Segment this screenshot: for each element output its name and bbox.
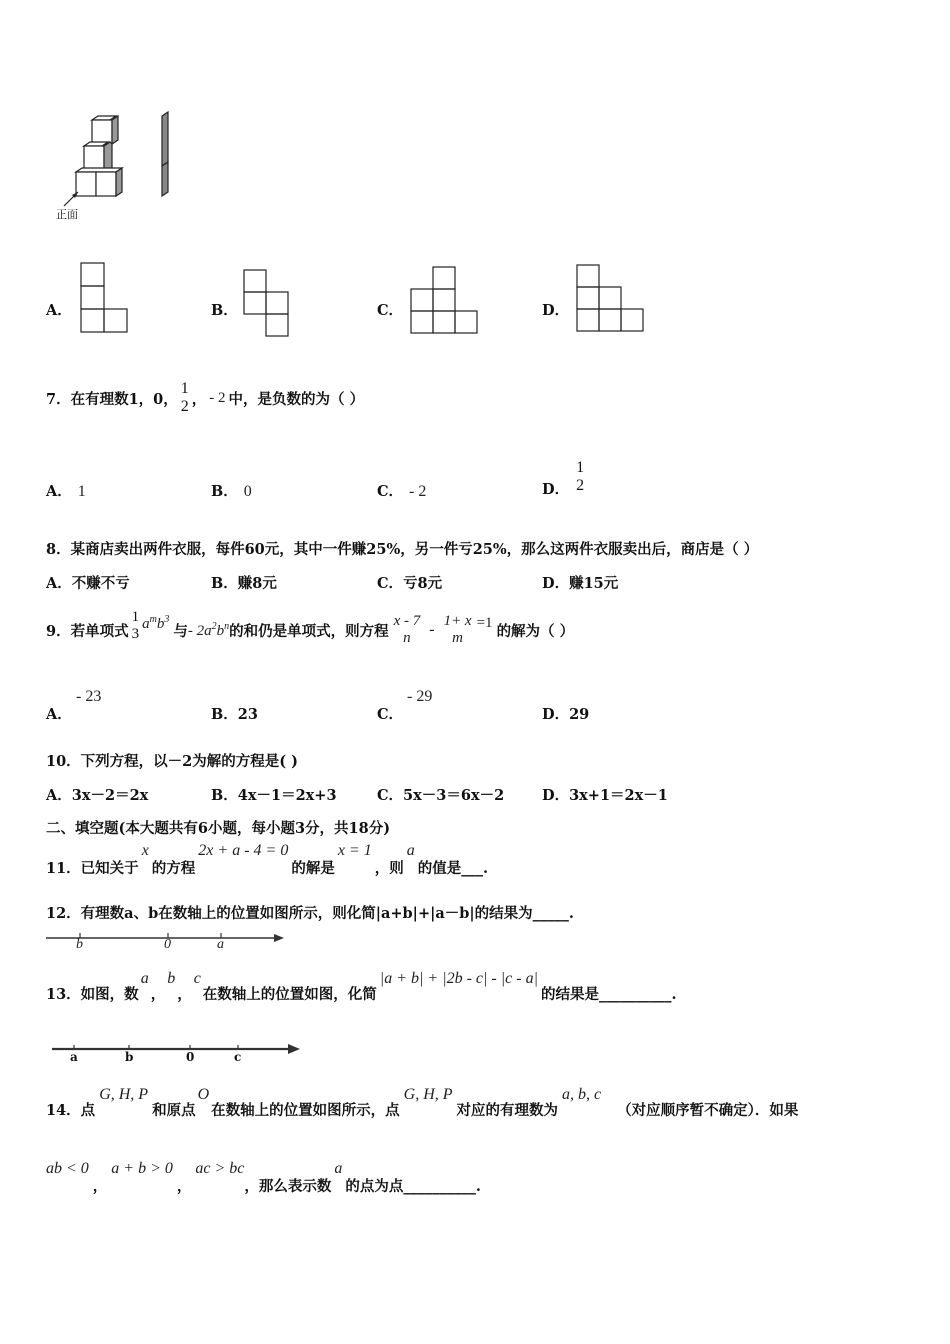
q6-option-a-label: A．	[46, 302, 72, 319]
q7-neg2: - 2	[209, 389, 226, 406]
q6-option-d-label: D．	[542, 302, 570, 319]
q10-option-c: C．5x－3＝6x－2	[377, 787, 505, 804]
q9-option-d: D．29	[542, 706, 590, 723]
q6-option-b-label: B．	[211, 302, 238, 319]
q13-stem: 13．如图，数 a ， b ， c 在数轴上的位置如图，化简 |a + b| + |2b - c| - |c - a| 的结果是__________.	[46, 970, 677, 1003]
q13-number-line	[52, 1043, 302, 1055]
q11-stem: 11．已知关于 x 的方程 2x + a - 4 = 0 的解是 x = 1 ，则 a 的值是___.	[46, 842, 489, 877]
q8-option-d: D．赚15元	[542, 575, 619, 592]
q6-option-c-figure	[410, 266, 482, 336]
q13-axis-a: a	[70, 1050, 78, 1064]
q13-axis-b: b	[125, 1050, 134, 1064]
q14-stem-line2: ab < 0 ， a + b > 0 ， ac > bc ，那么表示数 a 的点为点__________.	[46, 1160, 481, 1195]
q7-number: 7．	[46, 390, 71, 408]
q12-stem: 12．有理数a、b在数轴上的位置如图所示，则化简|a+b|+|a－b|的结果为_____.	[46, 905, 574, 922]
q7-option-c: C． - 2	[377, 483, 427, 500]
q6-option-b-figure	[243, 269, 293, 339]
section-title: 二、填空题(本大题共有6小题，每小题3分，共18分)	[46, 820, 391, 837]
q13-axis-0: 0	[186, 1050, 195, 1064]
q10-option-a: A．3x－2＝2x	[46, 787, 149, 804]
q8-option-c: C．亏8元	[377, 575, 443, 592]
q9-stem: 9．若单项式 1 3 $a^mb^3$ 与 - $2a^2b^n$ 的和仍是单项式，则方程 x - 7 n - 1+ x m =1 的解为（ ）	[46, 609, 575, 646]
q9-option-b: B．23	[211, 706, 258, 723]
q7-option-a: A． 1	[46, 483, 86, 500]
q14-stem-line1: 14．点 G, H, P 和原点 O 在数轴上的位置如图所示，点 G, H, P 对应的有理数为 a, b, c （对应顺序暂不确定）．如果	[46, 1086, 799, 1119]
q7-option-b: B． 0	[211, 483, 252, 500]
front-label: 正面	[56, 208, 78, 221]
q7-stem: 7． 在有理数1，0， 1 2 ， - 2 中，是负数的为（ ）	[46, 380, 365, 415]
q8-stem: 8．某商店卖出两件衣服，每件60元，其中一件赚25%，另一件亏25%，那么这两件衣服卖出后，商店是（ ）	[46, 541, 759, 558]
q10-option-d: D．3x+1＝2x－1	[542, 787, 668, 804]
q6-option-d-figure	[576, 264, 648, 336]
q6-option-a-figure	[80, 262, 132, 336]
cube-stack-figure	[50, 110, 140, 220]
q13-axis-c: c	[234, 1050, 242, 1064]
q12-axis-b: b	[76, 937, 83, 952]
q7-text-before: 在有理数1，0，	[70, 390, 178, 408]
q7-fraction: 1 2	[180, 380, 189, 415]
q8-option-a: A．不赚不亏	[46, 575, 130, 592]
q7-option-d: D． 1 2	[542, 459, 585, 498]
q8-option-b: B．赚8元	[211, 575, 277, 592]
q10-option-b: B．4x－1＝2x+3	[211, 787, 337, 804]
q6-option-c-label: C．	[377, 302, 404, 319]
q7-text-after: 中，是负数的为（ ）	[228, 390, 365, 408]
q12-axis-a: a	[217, 937, 224, 952]
q12-axis-0: 0	[164, 937, 171, 952]
q10-stem: 10．下列方程，以－2为解的方程是( )	[46, 753, 299, 770]
